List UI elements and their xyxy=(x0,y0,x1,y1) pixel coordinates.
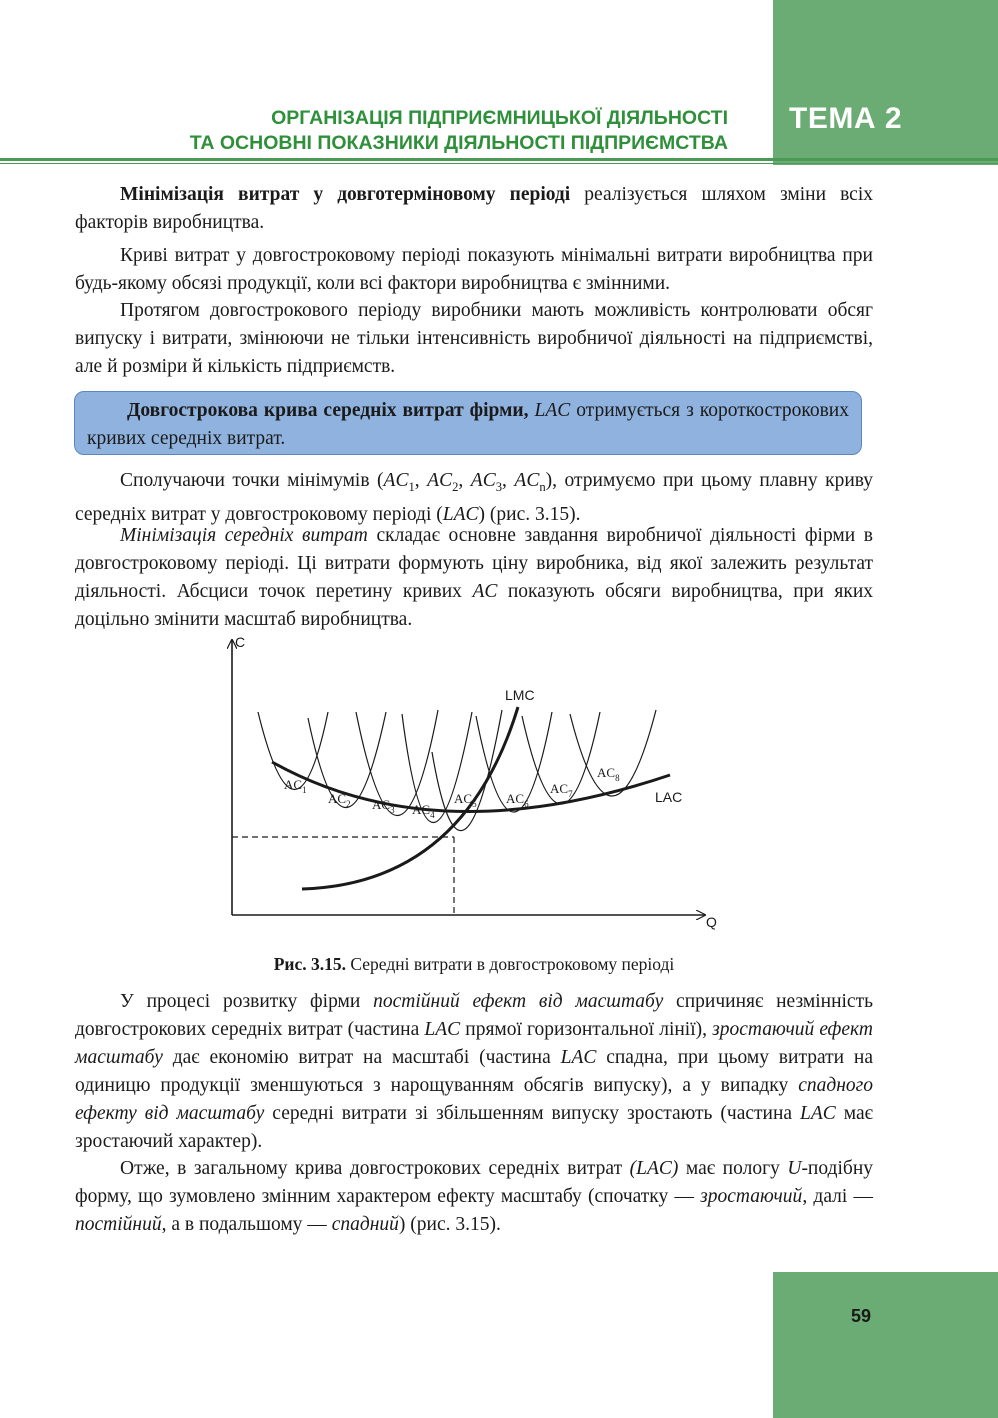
ac4-label: $AC_4$ xyxy=(412,802,435,820)
ac7-label: $AC_7$ xyxy=(550,781,573,799)
header-line-1: ОРГАНІЗАЦІЯ ПІДПРИЄМНИЦЬКОЇ ДІЯЛЬНОСТІ xyxy=(271,107,728,129)
cost-curves-chart xyxy=(200,632,740,932)
header-rule xyxy=(0,158,998,161)
theme-tab xyxy=(773,0,998,165)
page-header xyxy=(0,106,728,156)
x-axis-label: Q xyxy=(706,914,717,930)
figure-caption: Рис. 3.15. Середні витрати в довгостроковому періоді xyxy=(273,954,675,974)
ac8-label: $AC_8$ xyxy=(597,765,620,783)
figure-cost-curves xyxy=(200,632,740,932)
paragraph-2: Криві витрат у довгостроковому періоді показують мінімальні витрати виробництва при будь-якому обсязі продукції, коли всі фактори виробництва є змінними. xyxy=(75,245,873,294)
ac1-label: $AC_1$ xyxy=(284,777,307,795)
paragraph-6: У процесі розвитку фірми постійний ефект від масштабу спричиняє незмінність довгострокових середніх витрат (частина LAC прямої горизонтальної лінії), зростаючий ефект масштабу дає економію витрат на масштабі (частина LAC спадна, при цьому витрати на одиницю продукції зменшуються з нарощуванням обсягів випуску), а у випадку спадного ефекту від масштабу середні витрати зі збільшенням випуску зростають (частина LAC має зростаючий характер). xyxy=(75,991,873,1152)
theme-label: ТЕМА 2 xyxy=(789,102,903,135)
ac5-label: $AC_5$ xyxy=(454,791,477,809)
ac6-label: $AC_6$ xyxy=(506,791,529,809)
paragraph-7: Отже, в загальному крива довгострокових середніх витрат (LAC) має пологу U-подібну форму, що зумовлено змінним характером ефекту масштабу (спочатку — зростаючий, далі — постійний, а в подальшому — спадний) (рис. 3.15). xyxy=(75,1158,874,1235)
lac-label: LAC xyxy=(655,789,683,805)
paragraph-1: Мінімізація витрат у довготерміновому періоді реалізується шляхом зміни всіх факторів виробництва. xyxy=(75,184,874,233)
ac3-label: $AC_3$ xyxy=(372,797,395,815)
y-axis-label: C xyxy=(235,634,246,650)
definition-box: Довгострокова крива середніх витрат фірми, LAC отримується з короткострокових кривих середніх витрат. xyxy=(74,391,862,455)
paragraph-1-bold: Мінімізація витрат у довготерміновому періоді xyxy=(120,184,571,205)
paragraph-5: Мінімізація середніх витрат складає основне завдання виробничої діяльності фірми в довгостроковому періоді. Ці витрати формують ціну виробника, від якої залежить результат діяльності. Абсциси точок перетину кривих AC показують обсяги виробництва, при яких доцільно змінити масштаб виробництва. xyxy=(75,525,873,630)
paragraph-3: Протягом довгострокового періоду виробники мають можливість контролювати обсяг випуску і витрати, змінюючи не тільки інтенсивність виробничої діяльності на підприємстві, але й розміри й кількість підприємств. xyxy=(75,300,873,377)
ac2-label: $AC_2$ xyxy=(328,791,351,809)
header-rule-thin xyxy=(0,163,998,164)
definition-term: Довгострокова крива середніх витрат фірми, xyxy=(127,400,529,421)
page-number-tab xyxy=(773,1272,998,1418)
page-number: 59 xyxy=(851,1306,872,1326)
lmc-label: LMC xyxy=(505,687,535,703)
header-line-2: ТА ОСНОВНІ ПОКАЗНИКИ ДІЯЛЬНОСТІ ПІДПРИЄМСТВА xyxy=(189,132,728,154)
paragraph-4: Сполучаючи точки мінімумів ($AC_1$, $AC_2$, $AC_3$, $AC_n$), отримуємо при цьому плавну криву середніх витрат у довгостроковому періоді (LAC) (рис. 3.15). xyxy=(75,470,874,525)
